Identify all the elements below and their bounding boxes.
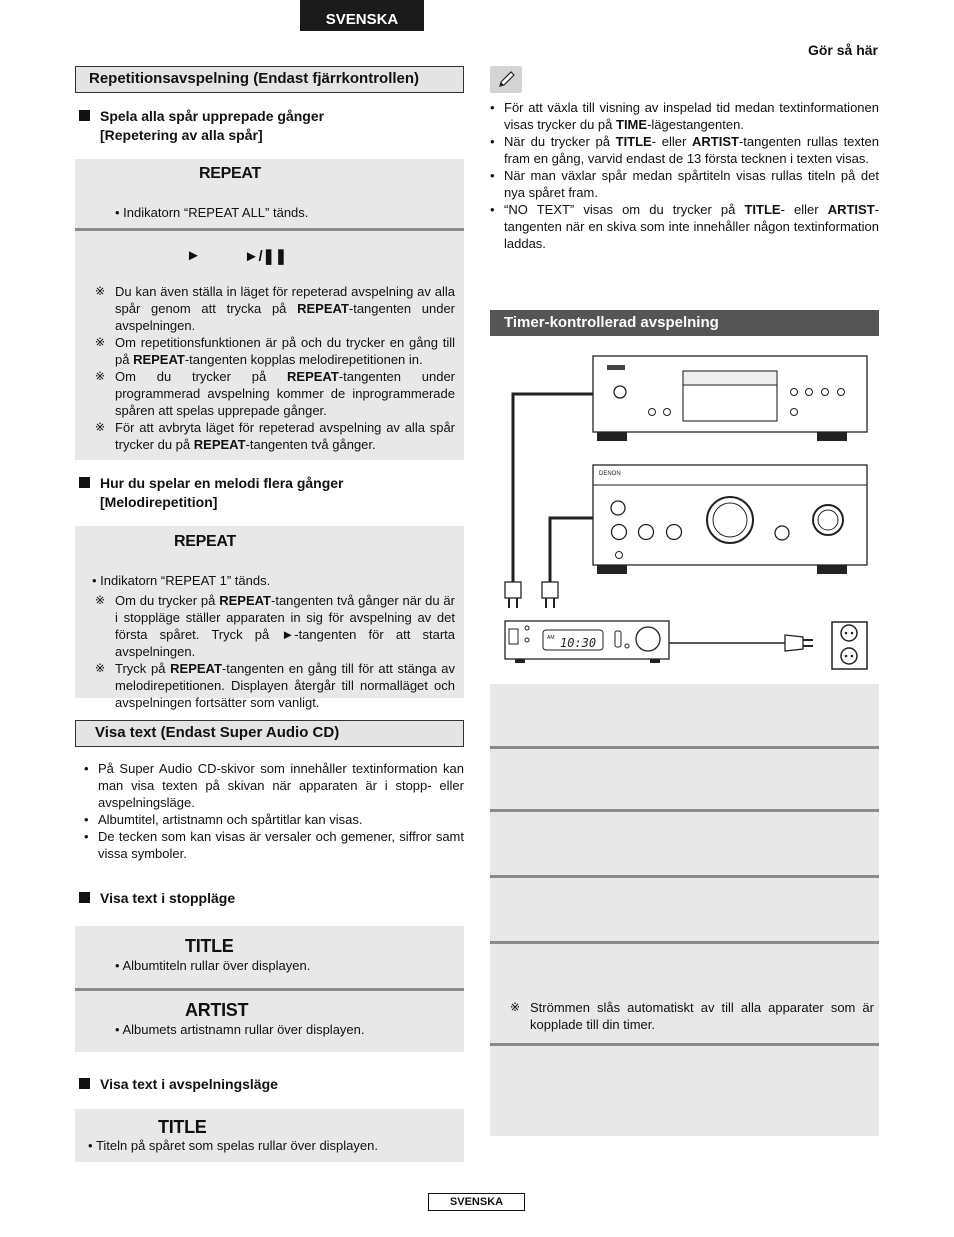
artist-key-label: ARTIST — [185, 1000, 249, 1020]
list-item: • För att växla till visning av inspelad tid medan textinformationen visas trycker du på TIME-lägestangenten. — [490, 100, 879, 132]
repeat-key-label: REPEAT — [174, 533, 236, 550]
svg-text:AM: AM — [547, 635, 555, 641]
note-item: ※ Om repetitionsfunktionen är på och du trycker en gång till på REPEAT-tangenten kopplas melodirepetitionen in. — [95, 335, 455, 367]
list-item: • När man växlar spår medan spårtiteln visas rullas titeln på det nya spåret fram. — [490, 168, 879, 200]
note-mark-icon: ※ — [95, 369, 106, 383]
note-item: ※ Om du trycker på REPEAT-tangenten under programmerad avspelning kommer de inprogrammerade spåren att spelas upprepade gånger. — [95, 369, 455, 418]
plug-icon — [785, 635, 813, 651]
timer-step-box-6 — [490, 1046, 879, 1136]
play-key-label: ► — [186, 247, 201, 264]
timer-step-box-3 — [490, 812, 879, 875]
notes-list — [75, 592, 455, 711]
repeat-one-heading: Hur du spelar en melodi flera gånger [Melodirepetition] — [79, 474, 459, 512]
step-bullet: • Albumets artistnamn rullar över displayen. — [115, 1022, 365, 1037]
step-box-artist-stop — [75, 991, 464, 1052]
step-bullet: • Titeln på spåret som spelas rullar över displayen. — [88, 1138, 378, 1153]
note-item: ※ Du kan även ställa in läget för repeterad avspelning av alla spår genom att trycka på REPEAT-tangenten under avspelningen. — [95, 284, 455, 333]
list-item: • De tecken som kan visas är versaler och gemener, siffror samt vissa symboler. — [84, 829, 464, 861]
memo-bullets — [490, 99, 879, 252]
memo-pencil-icon — [490, 66, 522, 93]
timer-illustration — [505, 621, 669, 663]
stop-mode-heading: Visa text i stoppläge — [79, 889, 235, 908]
note-mark-icon: ※ — [95, 284, 106, 298]
square-bullet-icon — [79, 1078, 90, 1089]
plug-icon — [542, 582, 558, 608]
timer-note: ※ Strömmen slås automatiskt av till alla apparater som är kopplade till din timer. — [510, 1000, 874, 1032]
list-item: • “NO TEXT” visas om du trycker på TITLE- eller ARTIST-tangenten när en skiva som inte innehåller någon textinformation laddas. — [490, 202, 879, 251]
note-mark-icon: ※ — [95, 593, 106, 607]
square-bullet-icon — [79, 477, 90, 488]
note-item: ※ För att avbryta läget för repeterad avspelning av alla spår trycker du på REPEAT-tangenten två gånger. — [95, 420, 455, 452]
timer-step-box-2 — [490, 749, 879, 809]
step-box-repeat-all-2 — [75, 231, 464, 460]
svg-text:10:30: 10:30 — [560, 636, 597, 650]
cd-player-illustration — [593, 356, 867, 441]
note-item: ※ Om du trycker på REPEAT-tangenten två gånger när du är i stoppläge ställer apparaten in sig för avspelning av det första spåret. Tryck på ►-tangenten för att starta avspelningen. — [95, 593, 455, 659]
list-item: • På Super Audio CD-skivor som innehåller textinformation kan man visa texten på skivan när apparaten är i stopp- eller avspelningsläge. — [84, 761, 464, 810]
timer-connection-diagram — [495, 350, 880, 675]
step-box-title-play — [75, 1109, 464, 1162]
amplifier-illustration — [593, 465, 867, 574]
language-tab: SVENSKA — [300, 0, 424, 31]
list-item: • Albumtitel, artistnamn och spårtitlar kan visas. — [84, 812, 363, 827]
step-bullet: • Indikatorn “REPEAT ALL” tänds. — [115, 205, 309, 220]
play-pause-key-label: ►/❚❚ — [244, 248, 287, 265]
step-box-repeat-one — [75, 526, 464, 710]
note-mark-icon: ※ — [95, 661, 106, 675]
text-section-bullets — [84, 760, 464, 862]
plug-icon — [505, 582, 521, 608]
note-mark-icon: ※ — [95, 420, 106, 434]
timer-section-title: Timer-kontrollerad avspelning — [490, 310, 879, 336]
step-bullet: • Indikatorn “REPEAT 1” tänds. — [92, 573, 271, 588]
note-mark-icon: ※ — [95, 335, 106, 349]
timer-step-box-5 — [490, 944, 879, 1043]
timer-step-box-4 — [490, 878, 879, 941]
step-bullet: • Albumtiteln rullar över displayen. — [115, 958, 311, 973]
title-key-label: TITLE — [185, 936, 234, 956]
timer-step-box-1 — [490, 684, 879, 746]
svg-text:DENON: DENON — [599, 471, 621, 477]
square-bullet-icon — [79, 110, 90, 121]
text-section-title: Visa text (Endast Super Audio CD) — [75, 720, 464, 747]
repeat-section-title: Repetitionsavspelning (Endast fjärrkontrollen) — [75, 66, 464, 93]
play-mode-heading: Visa text i avspelningsläge — [79, 1075, 278, 1094]
step-box-repeat-all-1 — [75, 159, 464, 229]
wall-outlet-icon — [832, 622, 867, 669]
step-box-title-stop — [75, 926, 464, 988]
title-key-label: TITLE — [158, 1117, 207, 1137]
note-item: ※ Tryck på REPEAT-tangenten en gång till för att stänga av melodirepetitionen. Displayen återgår till normalläget och avspelningen fortsätter som vanligt. — [95, 661, 455, 710]
page-title: Gör så här — [807, 42, 878, 58]
footer-language-tab: SVENSKA — [428, 1193, 525, 1211]
list-item: • När du trycker på TITLE- eller ARTIST-tangenten rullas texten fram en gång, varvid endast de 13 första tecknen i texten visas. — [490, 134, 879, 166]
repeat-all-heading: Spela alla spår upprepade gånger [Repetering av alla spår] — [79, 107, 459, 145]
repeat-key-label: REPEAT — [199, 165, 261, 182]
square-bullet-icon — [79, 892, 90, 903]
notes-list — [75, 283, 455, 453]
